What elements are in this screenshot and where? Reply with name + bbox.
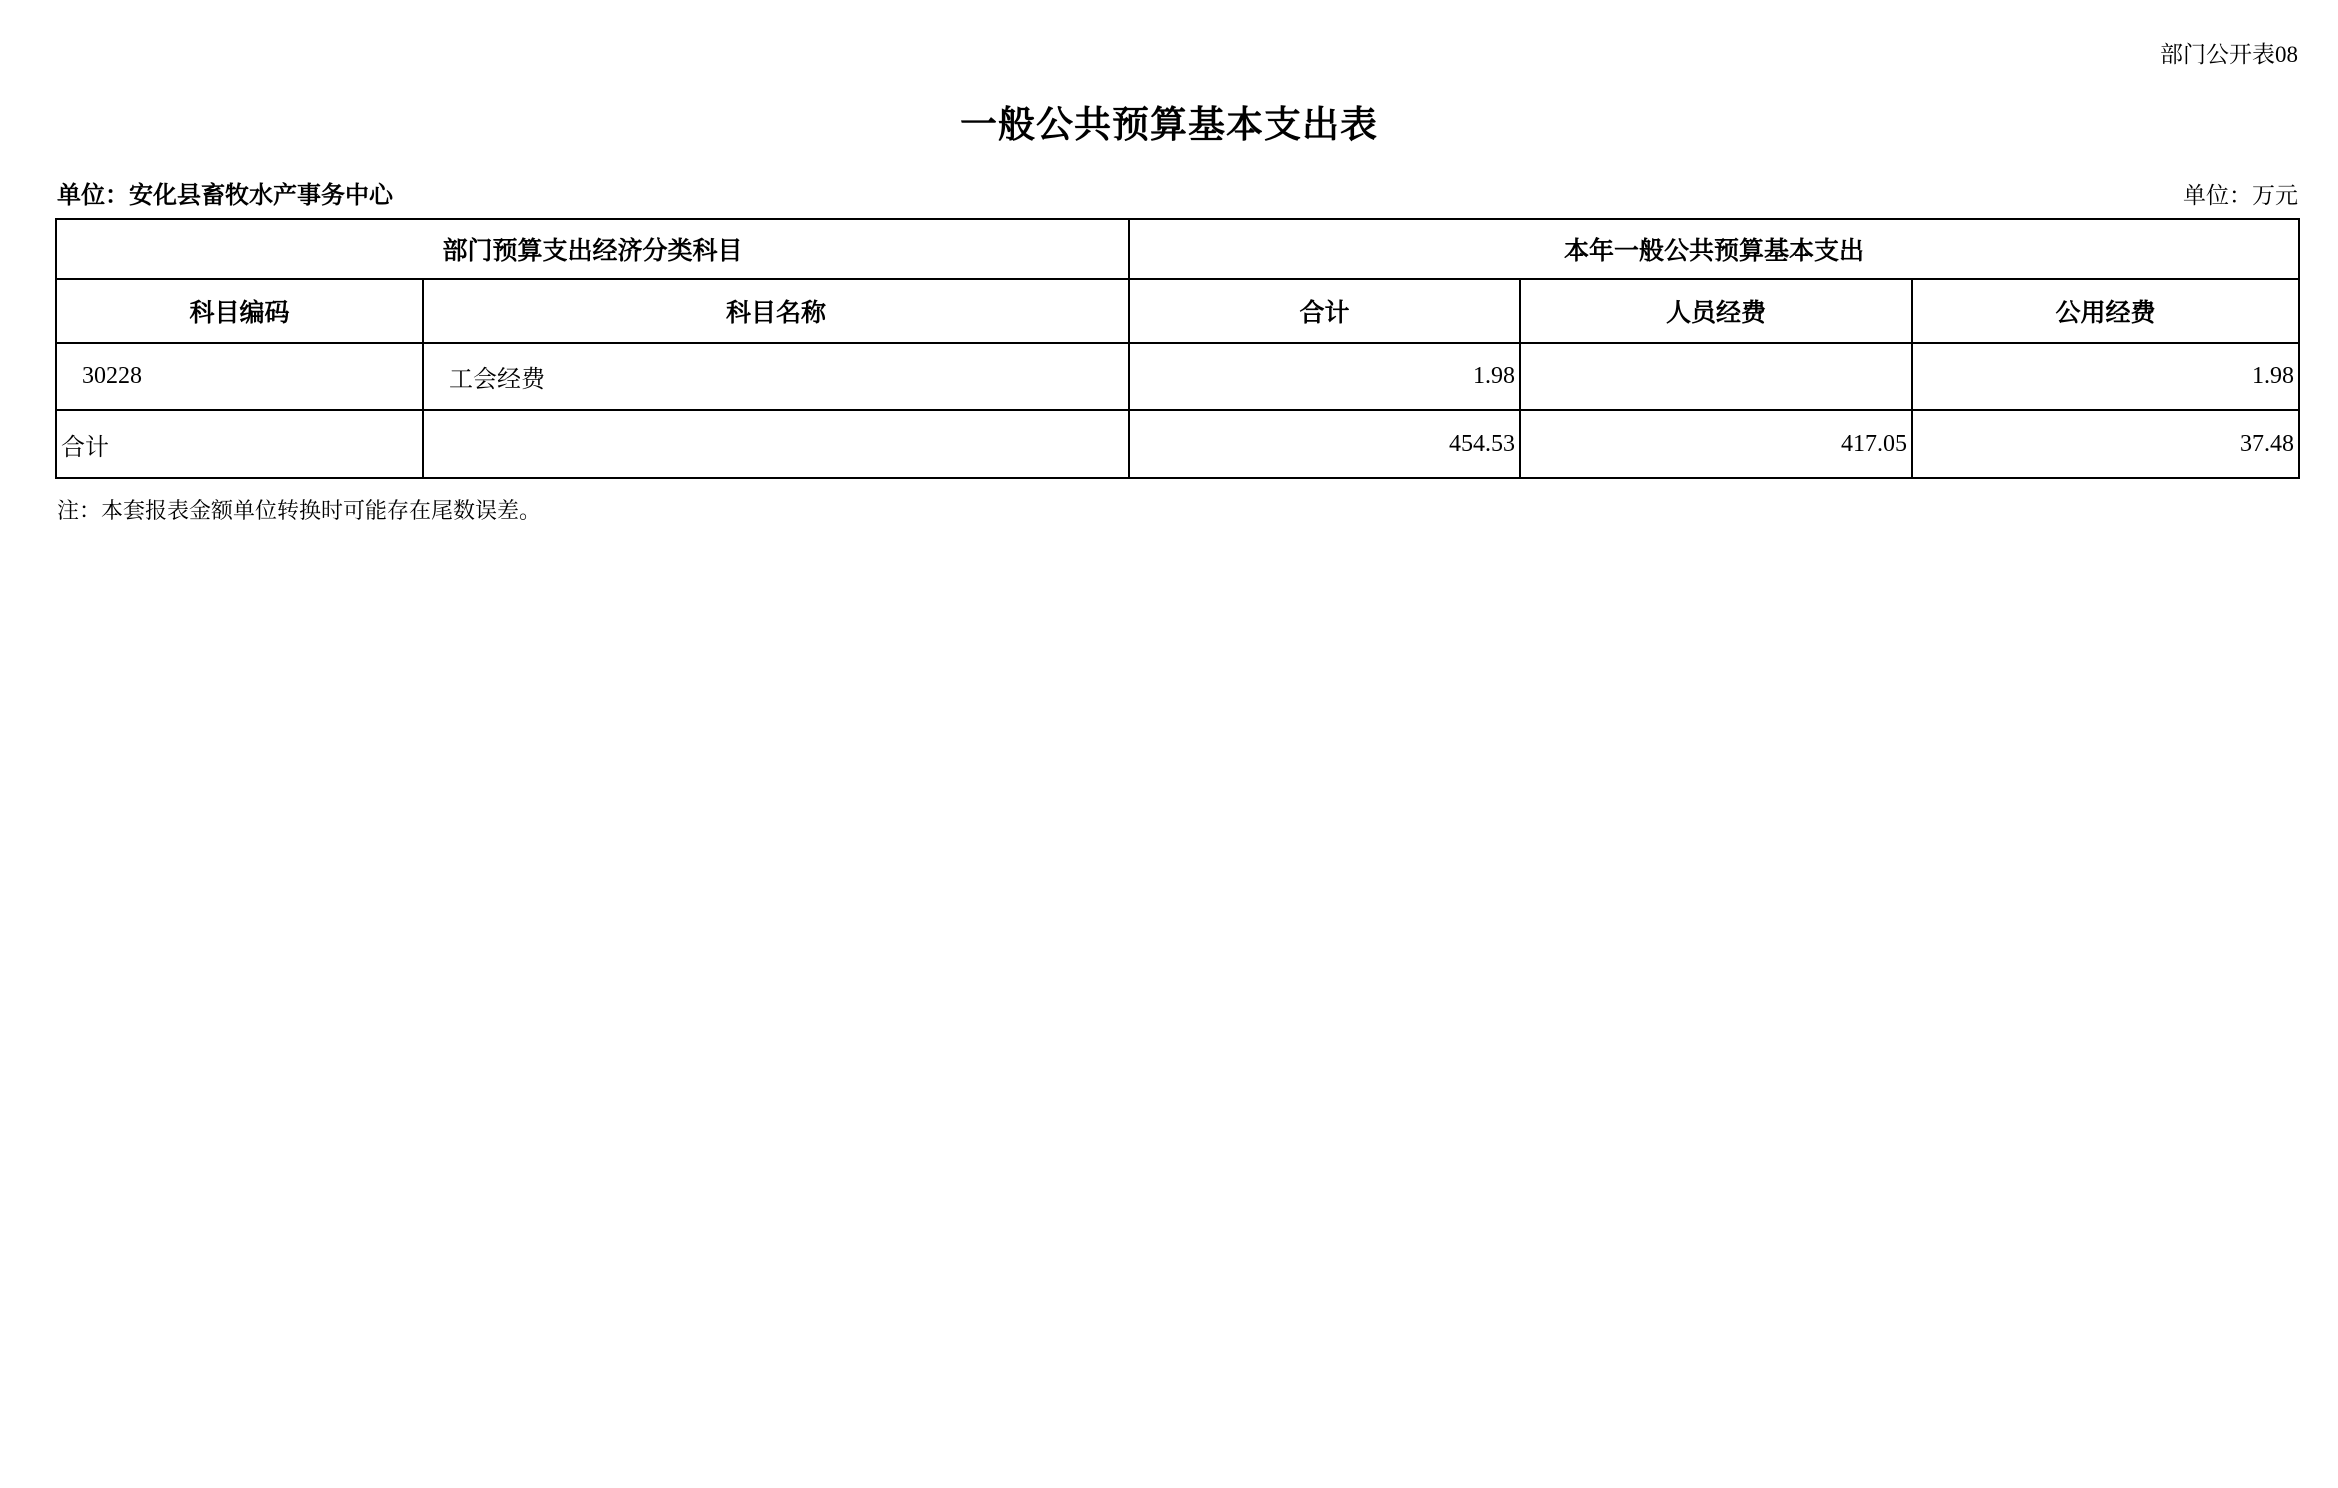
footnote: 注：本套报表金额单位转换时可能存在尾数误差。 [57,498,542,523]
cell-subject-name: 工会经费 [423,343,1129,410]
cell-total-amount: 1.98 [1129,343,1520,410]
budget-table [55,218,2300,479]
group-header-subject: 部门预算支出经济分类科目 [56,219,1129,279]
column-header-public: 公用经费 [1912,279,2299,343]
column-header-total: 合计 [1129,279,1520,343]
column-header-personnel: 人员经费 [1520,279,1912,343]
cell-personnel-amount [1520,343,1912,410]
unit-row [57,175,2298,210]
column-header-name: 科目名称 [423,279,1129,343]
unit-name-label: 单位：安化县畜牧水产事务中心 [57,182,393,209]
cell-grand-public-amount: 37.48 [1912,410,2299,478]
cell-grand-personnel-amount: 417.05 [1520,410,1912,478]
cell-subject-code: 30228 [56,343,423,410]
column-header-row [56,279,2299,343]
doc-number-label: 部门公开表08 [2160,42,2298,67]
cell-total-name [423,410,1129,478]
group-header-row [56,219,2299,279]
unit-currency-label: 单位：万元 [2183,183,2298,208]
table-row [56,343,2299,410]
cell-grand-total-amount: 454.53 [1129,410,1520,478]
page-title: 一般公共预算基本支出表 [960,104,1378,145]
column-header-code: 科目编码 [56,279,423,343]
cell-public-amount: 1.98 [1912,343,2299,410]
total-row [56,410,2299,478]
group-header-expenditure: 本年一般公共预算基本支出 [1129,219,2299,279]
cell-total-label: 合计 [56,410,423,478]
